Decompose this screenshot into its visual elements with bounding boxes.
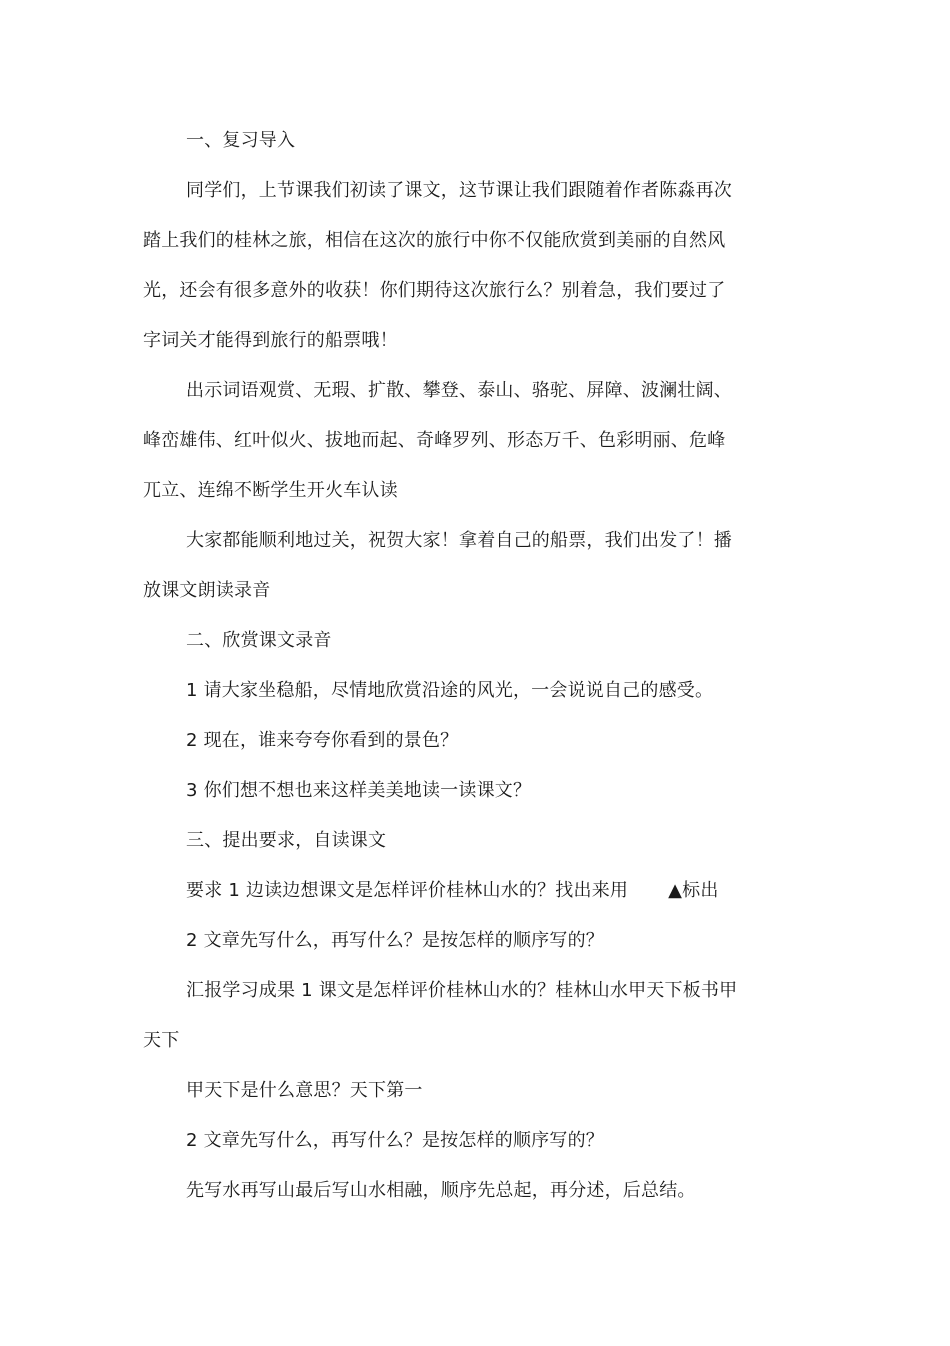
- paragraph-line: 大家都能顺利地过关，祝贺大家！拿着自己的船票，我们出发了！播: [186, 530, 732, 551]
- list-item: 2 现在，谁来夸夸你看到的景色？: [186, 730, 459, 751]
- list-item: 3 你们想不想也来这样美美地读一读课文？: [186, 780, 532, 801]
- paragraph-line: 天下: [143, 1030, 180, 1051]
- list-item: 1 请大家坐稳船，尽情地欣赏沿途的风光，一会说说自己的感受。: [186, 680, 714, 701]
- paragraph-line: 放课文朗读录音: [143, 580, 271, 601]
- paragraph-line: 光，还会有很多意外的收获！你们期待这次旅行么？别着急，我们要过了: [143, 280, 726, 301]
- list-item: 2 文章先写什么，再写什么？是按怎样的顺序写的？: [186, 1130, 604, 1151]
- paragraph-line: 先写水再写山最后写山水相融，顺序先总起，再分述，后总结。: [186, 1180, 696, 1201]
- section-heading-listen: 二、欣赏课文录音: [186, 630, 332, 651]
- paragraph-line: 同学们，上节课我们初读了课文，这节课让我们跟随着作者陈淼再次: [186, 180, 732, 201]
- paragraph-line: 甲天下是什么意思？天下第一: [186, 1080, 423, 1101]
- list-item: 2 文章先写什么，再写什么？是按怎样的顺序写的？: [186, 930, 604, 951]
- section-heading-review: 一、复习导入: [186, 130, 296, 151]
- triangle-mark-text: ▲标出: [668, 880, 719, 901]
- paragraph-line: 兀立、连绵不断学生开火车认读: [143, 480, 398, 501]
- paragraph-line: 汇报学习成果 1 课文是怎样评价桂林山水的？桂林山水甲天下板书甲: [186, 980, 738, 1001]
- section-heading-requirements: 三、提出要求，自读课文: [186, 830, 387, 851]
- paragraph-line: 峰峦雄伟、红叶似火、拔地而起、奇峰罗列、形态万千、色彩明丽、危峰: [143, 430, 726, 451]
- paragraph-line: 踏上我们的桂林之旅，相信在这次的旅行中你不仅能欣赏到美丽的自然风: [143, 230, 726, 251]
- paragraph-line: 出示词语观赏、无瑕、扩散、攀登、泰山、骆驼、屏障、波澜壮阔、: [186, 380, 732, 401]
- paragraph-line: 字词关才能得到旅行的船票哦！: [143, 330, 398, 351]
- requirement-text: 要求 1 边读边想课文是怎样评价桂林山水的？找出来用: [186, 880, 629, 901]
- requirement-line: [186, 879, 719, 903]
